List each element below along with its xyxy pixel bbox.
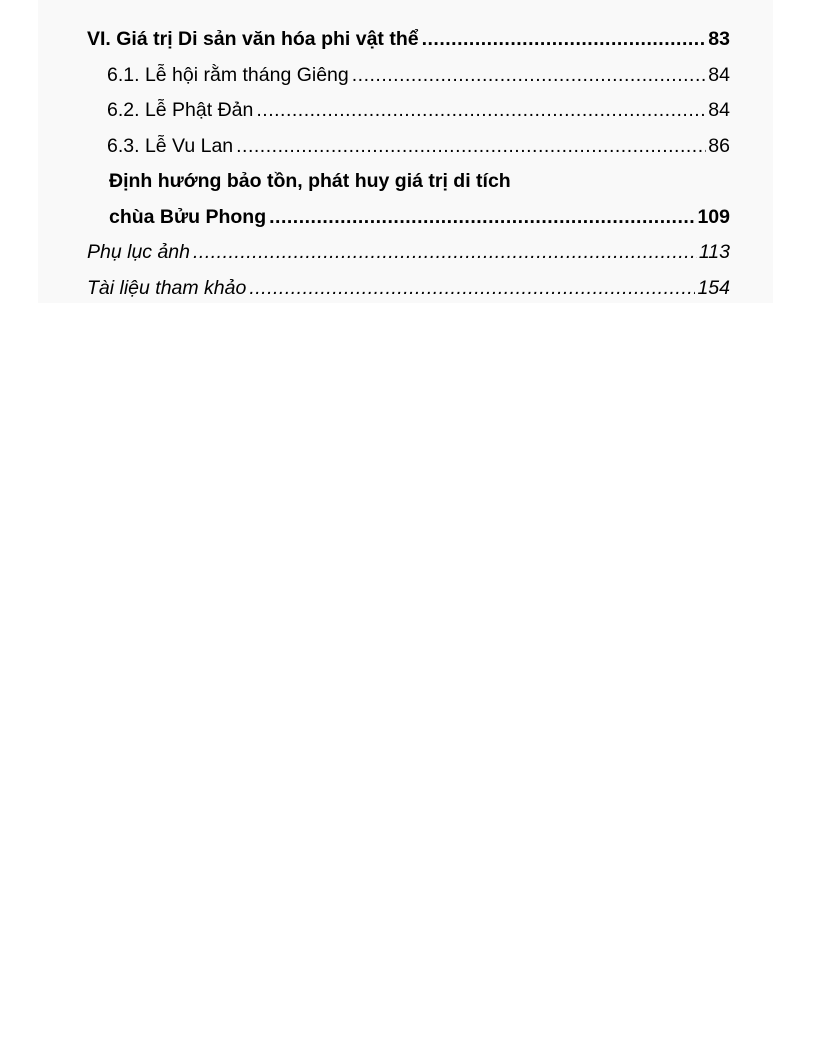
toc-entry-page: 84 bbox=[708, 63, 730, 86]
toc-entry-page: 113 bbox=[698, 241, 730, 263]
toc-entry-6-2[interactable] bbox=[87, 93, 730, 129]
toc-entry-6-3[interactable] bbox=[87, 129, 730, 165]
toc-entry-title: VI. Giá trị Di sản văn hóa phi vật thể bbox=[87, 28, 419, 50]
toc-entry-6-1[interactable] bbox=[87, 58, 730, 94]
toc-entry-dinh-huong-line-1[interactable] bbox=[87, 164, 730, 200]
toc-entry-dinh-huong-line-2[interactable] bbox=[87, 200, 730, 236]
toc-entry-tai-lieu-tham-khao[interactable] bbox=[87, 271, 730, 307]
toc-entry-page: 154 bbox=[697, 276, 730, 299]
toc-entry-title: 6.1. Lễ hội rằm tháng Giêng bbox=[107, 63, 349, 86]
toc-entry-page: 86 bbox=[708, 134, 730, 157]
toc-entry-page: 109 bbox=[697, 205, 730, 228]
toc-entry-phu-luc-anh[interactable] bbox=[87, 235, 730, 271]
toc-entry-title: 6.3. Lễ Vu Lan bbox=[107, 134, 234, 157]
toc-entry-section-vi[interactable] bbox=[87, 22, 730, 58]
dot-leader bbox=[256, 93, 706, 129]
toc-entry-title: Phụ lục ảnh bbox=[87, 241, 190, 263]
dot-leader bbox=[249, 271, 695, 307]
toc-entry-title: Tài liệu tham khảo bbox=[87, 276, 247, 299]
toc-entry-page: 84 bbox=[708, 99, 730, 121]
table-of-contents bbox=[87, 22, 730, 306]
toc-entry-title: 6.2. Lễ Phật Đản bbox=[107, 99, 254, 121]
toc-entry-page: 83 bbox=[708, 28, 730, 50]
dot-leader bbox=[352, 58, 707, 94]
dot-leader bbox=[193, 235, 697, 271]
toc-entry-title: chùa Bửu Phong bbox=[109, 205, 267, 228]
dot-leader bbox=[269, 200, 695, 236]
dot-leader bbox=[422, 22, 707, 58]
toc-entry-title: Định hướng bảo tồn, phát huy giá trị di tích bbox=[109, 170, 511, 192]
dot-leader bbox=[236, 129, 706, 165]
